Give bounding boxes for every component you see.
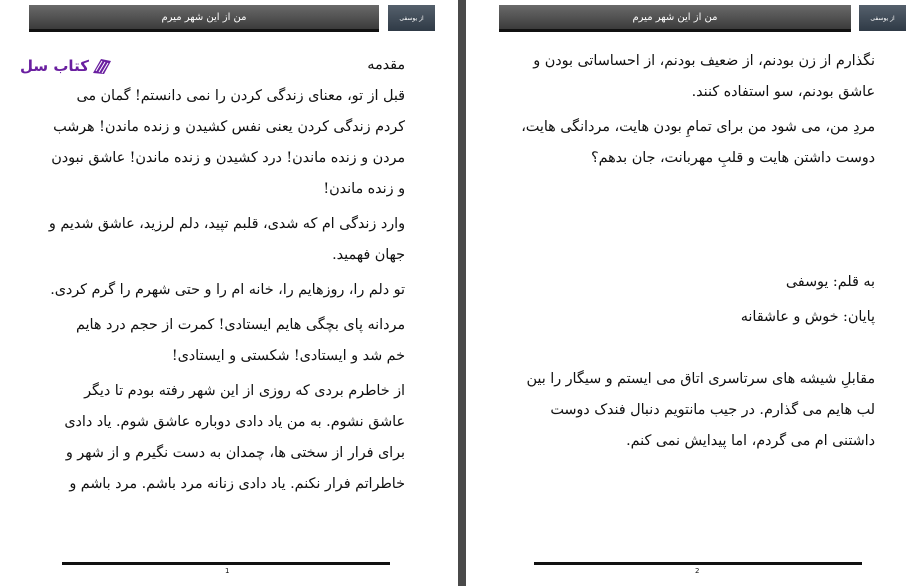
page-number: 1 — [225, 567, 230, 575]
author-label: از یوسفی — [388, 5, 435, 31]
paragraph — [40, 81, 405, 205]
text-line: دوست داشتن هایت و قلبِ مهربانت، جان بدهم؟ — [591, 150, 875, 166]
text-line: برای فرار از سختی ها، چمدان به دست نگیرم و از شهر و — [65, 445, 405, 461]
footer-divider — [62, 562, 390, 565]
paragraph — [40, 376, 405, 500]
text-line: عاشق نشوم. به من یاد دادی دوباره عاشق شوم. یاد دادی — [64, 414, 405, 430]
text-line: تو دلم را، روزهایم را، خانه ام را و حتی شهرم را گرم کردی. — [50, 282, 405, 298]
text-line: داشتنی ام می گردم، اما پیدایش نمی کنم. — [626, 433, 875, 449]
paragraph — [506, 46, 875, 108]
text-line: کردم زندگی کردن یعنی نفس کشیدن و زنده ماندن! هرشب — [53, 119, 405, 135]
paragraph — [40, 209, 405, 271]
text-line: عاشق بودنم، سو استفاده کنند. — [691, 84, 875, 100]
text-line: وارد زندگی ام که شدی، قلبم تپید، دلم لرزید، عاشق شدیم و — [48, 216, 405, 232]
logo-text: کتاب سل — [20, 57, 89, 75]
section-heading: مقدمه — [367, 57, 405, 73]
page-2-text — [506, 46, 875, 457]
author-label: از یوسفی — [859, 5, 906, 31]
text-line: نگذارم از زن بودنم، از ضعیف بودنم، از احساساتی بودن و — [533, 53, 875, 69]
text-line: لب هایم می گذارم. در جیب مانتویم دنبال فندک دوست — [550, 402, 875, 418]
text-line: خم شد و ایستادی! شکستی و ایستادی! — [171, 348, 405, 364]
text-line: خاطراتم فرار نکنم. یاد دادی زنانه مرد باشم. مرد باشم و — [69, 476, 405, 492]
text-line: جهان فهمید. — [332, 247, 405, 263]
text-line: و زنده ماندن! — [323, 181, 405, 197]
credit-ending: پایان: خوش و عاشقانه — [740, 309, 875, 325]
page-gutter — [458, 0, 466, 586]
page-number: 2 — [695, 567, 700, 575]
page-1-text — [40, 50, 405, 500]
page-header-title: من از این شهر میرم — [499, 5, 851, 32]
footer-divider — [534, 562, 862, 565]
text-line: مردانه پای بچگی هایم ایستادی! کمرت از حجم درد هایم — [76, 317, 405, 333]
text-line: مردن و زنده ماندن! درد کشیدن و زنده ماندن! عاشق نبودن — [51, 150, 405, 166]
paragraph — [40, 310, 405, 372]
paragraph — [506, 112, 875, 174]
text-line: از خاطرم بردی که روزی از این شهر رفته بودم تا دیگر — [84, 383, 405, 399]
page-2 — [466, 0, 923, 586]
credit-author: به قلم: یوسفی — [785, 274, 875, 290]
paragraph — [40, 275, 405, 306]
text-line: قبل از تو، معنای زندگی کردن را نمی دانستم! گمان می — [76, 88, 405, 104]
paragraph — [506, 364, 875, 457]
page-header-title: من از این شهر میرم — [29, 5, 379, 32]
text-line: مقابلِ شیشه های سرتاسری اتاق می ایستم و سیگار را بین — [526, 371, 875, 387]
text-line: مردِ من، می شود من برای تمامِ بودن هایت، مردانگی هایت، — [521, 119, 875, 135]
page-1 — [0, 0, 458, 586]
